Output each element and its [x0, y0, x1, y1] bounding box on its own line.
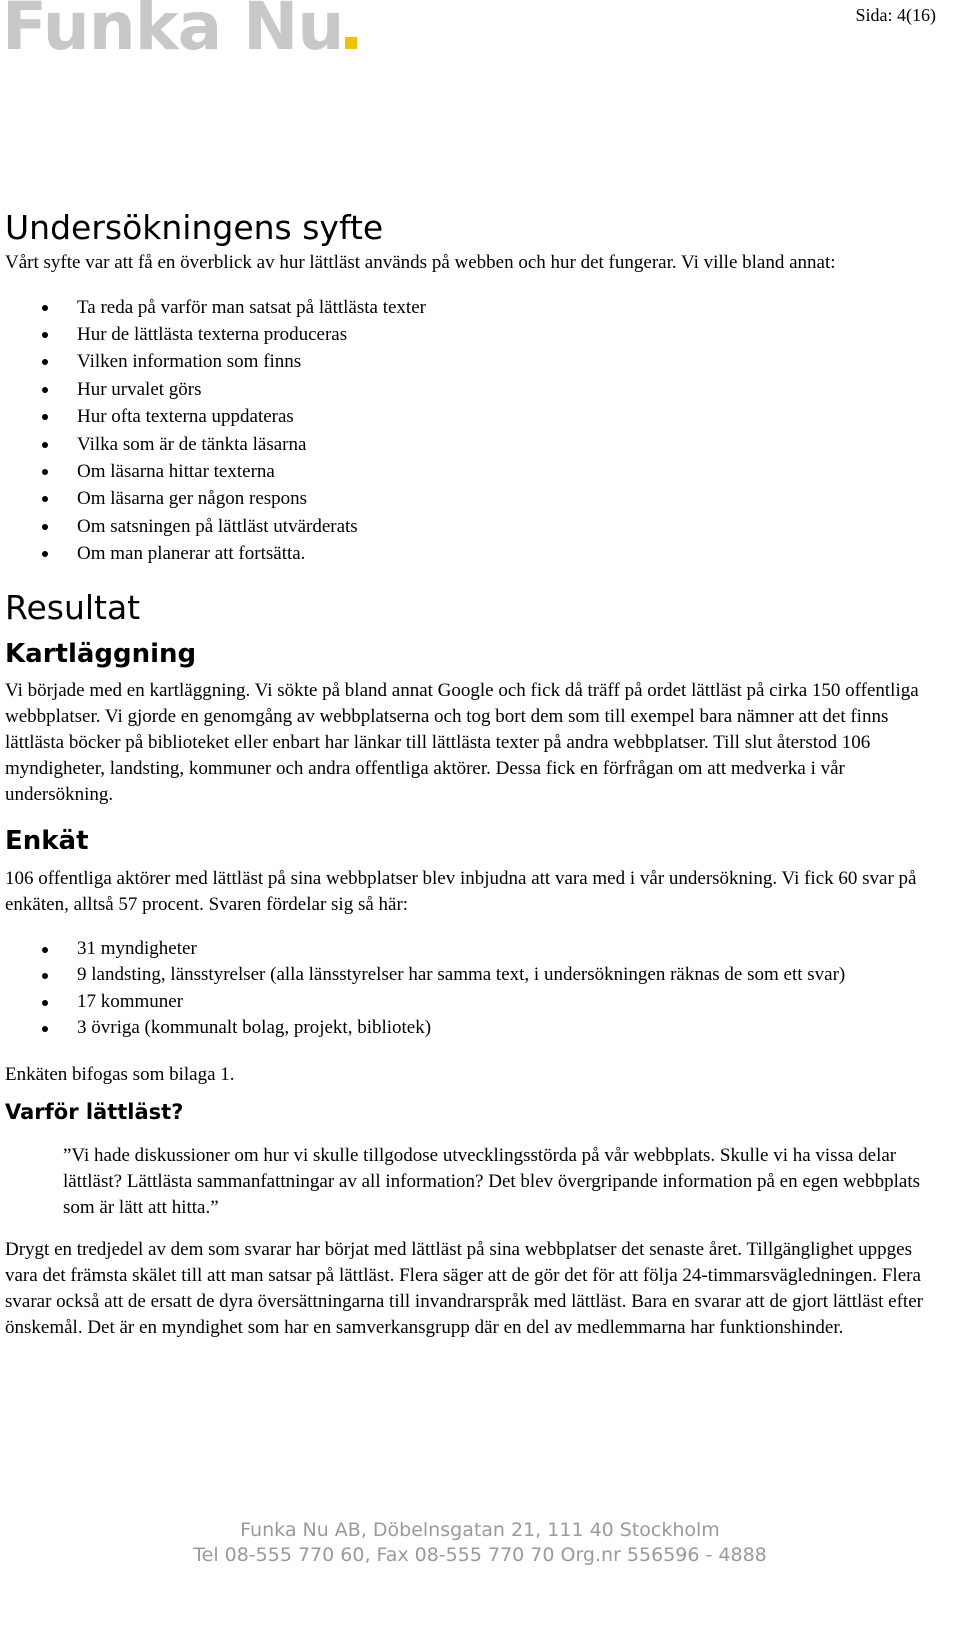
list-item: 31 myndigheter [77, 936, 945, 963]
enkat-responses-list [5, 936, 945, 1042]
company-logo [2, 0, 357, 65]
list-item: 9 landsting, länsstyrelser (alla länsstyrelser har samma text, i undersökningen räknas de som ett svar) [77, 962, 945, 989]
list-item: Hur ofta texterna uppdateras [77, 403, 945, 430]
footer-address: Funka Nu AB, Döbelnsgatan 21, 111 40 Stockholm [240, 1519, 720, 1541]
list-item: Hur urvalet görs [77, 376, 945, 403]
logo-dot [345, 37, 357, 49]
varfor-body: Drygt en tredjedel av dem som svarar har börjat med lättläst på sina webbplatser det senaste året. Tillgänglighet uppges vara det främsta skälet till att man satsar på lättläst. Flera säger att de gör det för att följa 24-timmarsvägledningen. Flera svarar också att de ersatt de dyra översättningarna till invandrarspråk med lättläst. Bara en svarar att de gjort lättläst efter önskemål. Det är en myndighet som har en samverkansgrupp där en del av medlemmarna har funktionshinder. [5, 1238, 923, 1338]
respondent-quote: ”Vi hade diskussioner om hur vi skulle tillgodose utvecklingsstörda på vår webbplats. Skulle vi ha vissa delar lättläst? Lättlästa sammanfattningar av all information? Det blev övergripande information på en egen webbplats som är lätt att hitta.” [63, 1144, 920, 1218]
syfte-intro: Vårt syfte var att få en överblick av hur lättläst används på webben och hur det fungerar. Vi ville bland annat: [5, 251, 836, 273]
list-item: Vilken information som finns [77, 348, 945, 375]
list-item: Om läsarna ger någon respons [77, 485, 945, 512]
footer-contact: Tel 08-555 770 60, Fax 08-555 770 70 Org.nr 556596 - 4888 [193, 1544, 767, 1566]
subsection-title-enkat: Enkät [5, 826, 89, 857]
list-item: Om satsningen på lättläst utvärderats [77, 513, 945, 540]
subsection-title-varfor: Varför lättläst? [5, 1099, 184, 1124]
list-item: Hur de lättlästa texterna produceras [77, 321, 945, 348]
list-item: Ta reda på varför man satsat på lättlästa texter [77, 294, 945, 321]
document-body [5, 208, 945, 1341]
section-title-resultat: Resultat [5, 587, 141, 627]
attachment-note: Enkäten bifogas som bilaga 1. [5, 1063, 235, 1085]
section-title-syfte: Undersökningens syfte [5, 208, 384, 247]
enkat-body: 106 offentliga aktörer med lättläst på sina webbplatser blev inbjudna att vara med i vår undersökning. Vi fick 60 svar på enkäten, alltså 57 procent. Svaren fördelar sig så här: [5, 867, 917, 915]
list-item: Om läsarna hittar texterna [77, 458, 945, 485]
goals-list [5, 294, 945, 568]
list-item: Om man planerar att fortsätta. [77, 540, 945, 567]
logo-text: Funka Nu [2, 0, 344, 65]
list-item: 17 kommuner [77, 989, 945, 1016]
list-item: 3 övriga (kommunalt bolag, projekt, bibliotek) [77, 1015, 945, 1042]
list-item: Vilka som är de tänkta läsarna [77, 431, 945, 458]
page-number: Sida: 4(16) [855, 5, 936, 25]
subsection-title-kartlaggning: Kartläggning [5, 639, 197, 670]
kartlaggning-body: Vi började med en kartläggning. Vi sökte på bland annat Google och fick då träff på ordet lättläst på cirka 150 offentliga webbplatser. Vi gjorde en genomgång av webbplatserna och tog bort dem som till exempel bara nämner att det finns lättlästa böcker på biblioteket eller enbart har länkar till lättlästa texter på andra webbplatser. Till slut återstod 106 myndigheter, landsting, kommuner och andra offentliga aktörer. Dessa fick en förfrågan om att medverka i vår undersökning. [5, 680, 919, 806]
